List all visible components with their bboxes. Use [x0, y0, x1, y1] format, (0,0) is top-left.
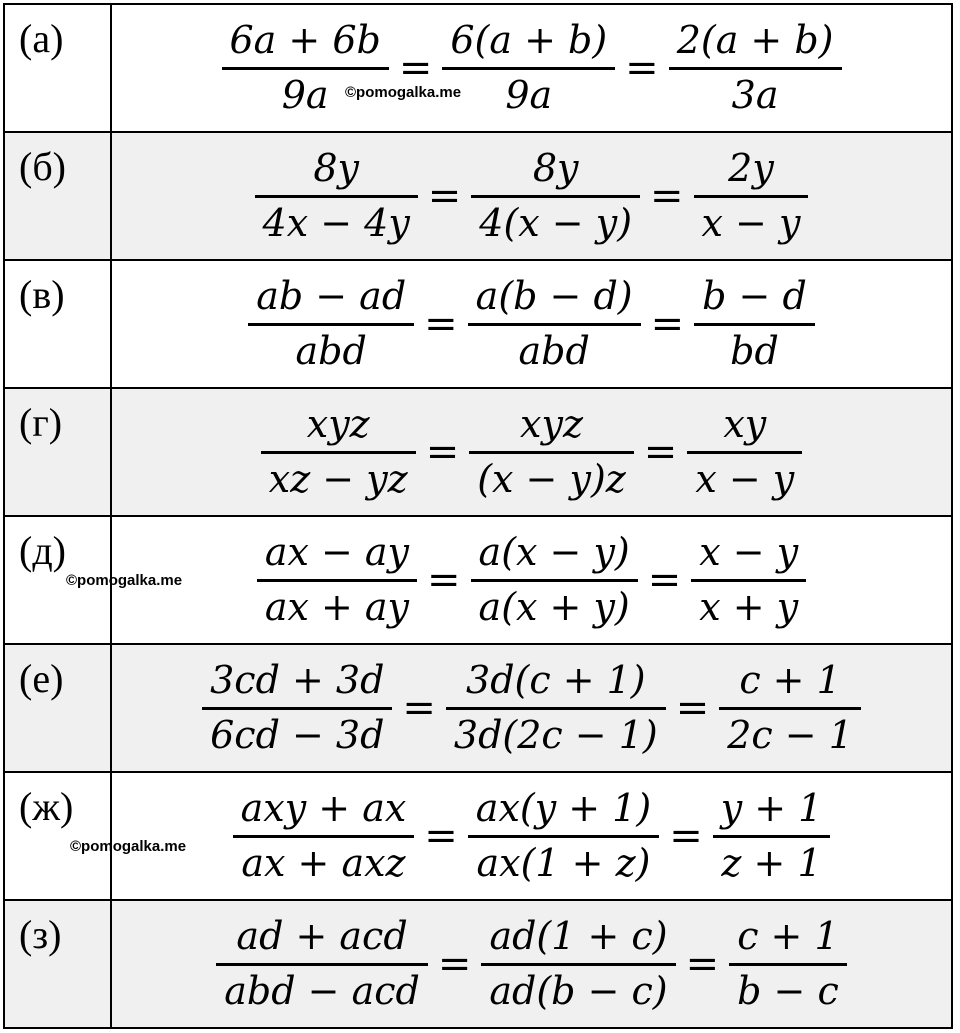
numerator: 2y: [728, 145, 774, 190]
denominator: b − c: [737, 968, 839, 1013]
fraction: [687, 403, 802, 501]
numerator: c + 1: [739, 657, 841, 702]
fraction-chain: [112, 5, 951, 131]
fraction: [691, 531, 806, 629]
numerator: a(x − y): [478, 529, 630, 574]
equals-sign: =: [402, 685, 436, 731]
denominator: x + y: [699, 584, 799, 629]
fraction-bar: [248, 323, 414, 326]
fraction-bar: [719, 707, 861, 710]
expression-cell: [111, 132, 952, 260]
fraction: [222, 19, 389, 117]
expression-cell: [111, 4, 952, 132]
denominator: abd: [518, 328, 590, 373]
fraction-bar: [255, 195, 418, 198]
fraction: [719, 659, 861, 757]
numerator: b − d: [702, 273, 807, 318]
numerator: xyz: [306, 401, 370, 446]
expression-cell: [111, 260, 952, 388]
answer-table: [3, 3, 953, 1029]
fraction-bar: [471, 579, 638, 582]
numerator: ax − ay: [264, 529, 410, 574]
numerator: xy: [723, 401, 767, 446]
numerator: ax(y + 1): [475, 785, 652, 830]
fraction-bar: [216, 963, 428, 966]
equals-sign: =: [650, 173, 684, 219]
expression-cell: [111, 516, 952, 644]
denominator: abd: [295, 328, 367, 373]
denominator: ax + axz: [241, 840, 406, 885]
expression-cell: [111, 772, 952, 900]
denominator: x − y: [701, 200, 801, 245]
fraction-chain: [112, 901, 951, 1027]
numerator: 6(a + b): [450, 17, 608, 62]
denominator: 9a: [505, 72, 553, 117]
denominator: 3a: [731, 72, 779, 117]
numerator: x − y: [699, 529, 799, 574]
fraction: [481, 915, 675, 1013]
fraction-chain: [112, 773, 951, 899]
row-label: (б): [19, 144, 66, 189]
fraction: [729, 915, 847, 1013]
fraction: [202, 659, 392, 757]
numerator: ad(1 + c): [489, 913, 668, 958]
fraction-bar: [481, 963, 675, 966]
fraction: [468, 787, 659, 885]
numerator: 6a + 6b: [229, 17, 381, 62]
equals-sign: =: [643, 429, 678, 475]
equals-sign: =: [427, 173, 462, 219]
table-row: [4, 4, 952, 132]
numerator: 8y: [313, 145, 359, 190]
denominator: 9a: [281, 72, 329, 117]
denominator: bd: [730, 328, 779, 373]
fraction: [694, 147, 809, 245]
table-row: [4, 900, 952, 1028]
fraction: [669, 19, 842, 117]
fraction-bar: [261, 451, 416, 454]
denominator: 6cd − 3d: [210, 712, 385, 757]
fraction-bar: [469, 451, 634, 454]
denominator: z + 1: [721, 840, 822, 885]
denominator: ad(b − c): [489, 968, 668, 1013]
fraction: [713, 787, 831, 885]
fraction: [442, 19, 615, 117]
fraction-chain: [112, 645, 951, 771]
denominator: 3d(2c − 1): [453, 712, 658, 757]
fraction-bar: [202, 707, 392, 710]
fraction: [255, 147, 418, 245]
fraction: [469, 403, 634, 501]
fraction: [694, 275, 815, 373]
fraction-bar: [471, 195, 640, 198]
expression-cell: [111, 388, 952, 516]
row-label-cell: [4, 900, 111, 1028]
equals-sign: =: [647, 557, 682, 603]
denominator: xz − yz: [268, 456, 408, 501]
fraction-bar: [713, 835, 831, 838]
equals-sign: =: [625, 45, 659, 91]
row-label-cell: [4, 260, 111, 388]
numerator: c + 1: [737, 913, 839, 958]
fraction-chain: [112, 389, 951, 515]
table-row: [4, 388, 952, 516]
table-row: [4, 772, 952, 900]
expression-cell: [111, 900, 952, 1028]
equals-sign: =: [437, 941, 472, 987]
table-row: [4, 644, 952, 772]
row-label-cell: [4, 772, 111, 900]
equals-sign: =: [427, 557, 461, 603]
equals-sign: =: [650, 301, 685, 347]
fraction-bar: [694, 195, 809, 198]
row-label: (е): [19, 656, 64, 701]
table-row: [4, 260, 952, 388]
row-label: (д): [19, 528, 66, 573]
numerator: 8y: [532, 145, 579, 190]
expression-cell: [111, 644, 952, 772]
fraction-bar: [687, 451, 802, 454]
fraction: [261, 403, 416, 501]
fraction-bar: [257, 579, 417, 582]
numerator: y + 1: [720, 785, 823, 830]
row-label: (в): [19, 272, 65, 317]
equals-sign: =: [424, 813, 458, 859]
fraction-bar: [446, 707, 666, 710]
fraction-chain: [112, 517, 951, 643]
numerator: ab − ad: [256, 273, 407, 318]
fraction-chain: [112, 261, 951, 387]
fraction-bar: [468, 323, 641, 326]
denominator: a(x + y): [478, 584, 630, 629]
numerator: 3cd + 3d: [210, 657, 385, 702]
denominator: 4(x − y): [479, 200, 633, 245]
fraction: [468, 275, 641, 373]
fraction-bar: [222, 67, 389, 70]
fraction-bar: [233, 835, 415, 838]
watermark-middle: ©pomogalka.me: [66, 572, 183, 589]
row-label: (а): [19, 16, 64, 61]
fraction: [471, 531, 638, 629]
row-label: (з): [19, 912, 62, 957]
table-row: [4, 132, 952, 260]
denominator: abd − acd: [224, 968, 420, 1013]
denominator: 4x − 4y: [262, 200, 410, 245]
denominator: (x − y)z: [477, 456, 626, 501]
denominator: x − y: [695, 456, 795, 501]
equals-sign: =: [675, 685, 710, 731]
row-label-cell: [4, 644, 111, 772]
row-label: (ж): [19, 784, 74, 829]
watermark-top: ©pomogalka.me: [345, 84, 462, 101]
row-label-cell: [4, 388, 111, 516]
row-label-cell: [4, 4, 111, 132]
fraction: [233, 787, 415, 885]
numerator: a(b − d): [475, 273, 633, 318]
fraction-bar: [691, 579, 806, 582]
watermark-bottom: ©pomogalka.me: [70, 838, 187, 855]
fraction-bar: [729, 963, 847, 966]
equals-sign: =: [398, 45, 433, 91]
numerator: ad + acd: [236, 913, 408, 958]
fraction: [248, 275, 414, 373]
equals-sign: =: [425, 429, 460, 475]
row-label: (г): [19, 400, 63, 445]
fraction: [471, 147, 640, 245]
numerator: 2(a + b): [676, 17, 834, 62]
fraction: [257, 531, 417, 629]
numerator: xyz: [520, 401, 583, 446]
fraction: [216, 915, 428, 1013]
equals-sign: =: [424, 301, 458, 347]
fraction-bar: [442, 67, 615, 70]
fraction-bar: [694, 323, 815, 326]
fraction-chain: [112, 133, 951, 259]
row-label-cell: [4, 132, 111, 260]
fraction-bar: [669, 67, 842, 70]
denominator: ax(1 + z): [476, 840, 651, 885]
equals-sign: =: [685, 941, 720, 987]
denominator: ax + ay: [264, 584, 410, 629]
numerator: 3d(c + 1): [466, 657, 646, 702]
fraction: [446, 659, 666, 757]
numerator: axy + ax: [240, 785, 407, 830]
fraction-bar: [468, 835, 659, 838]
denominator: 2c − 1: [727, 712, 853, 757]
equals-sign: =: [669, 813, 703, 859]
